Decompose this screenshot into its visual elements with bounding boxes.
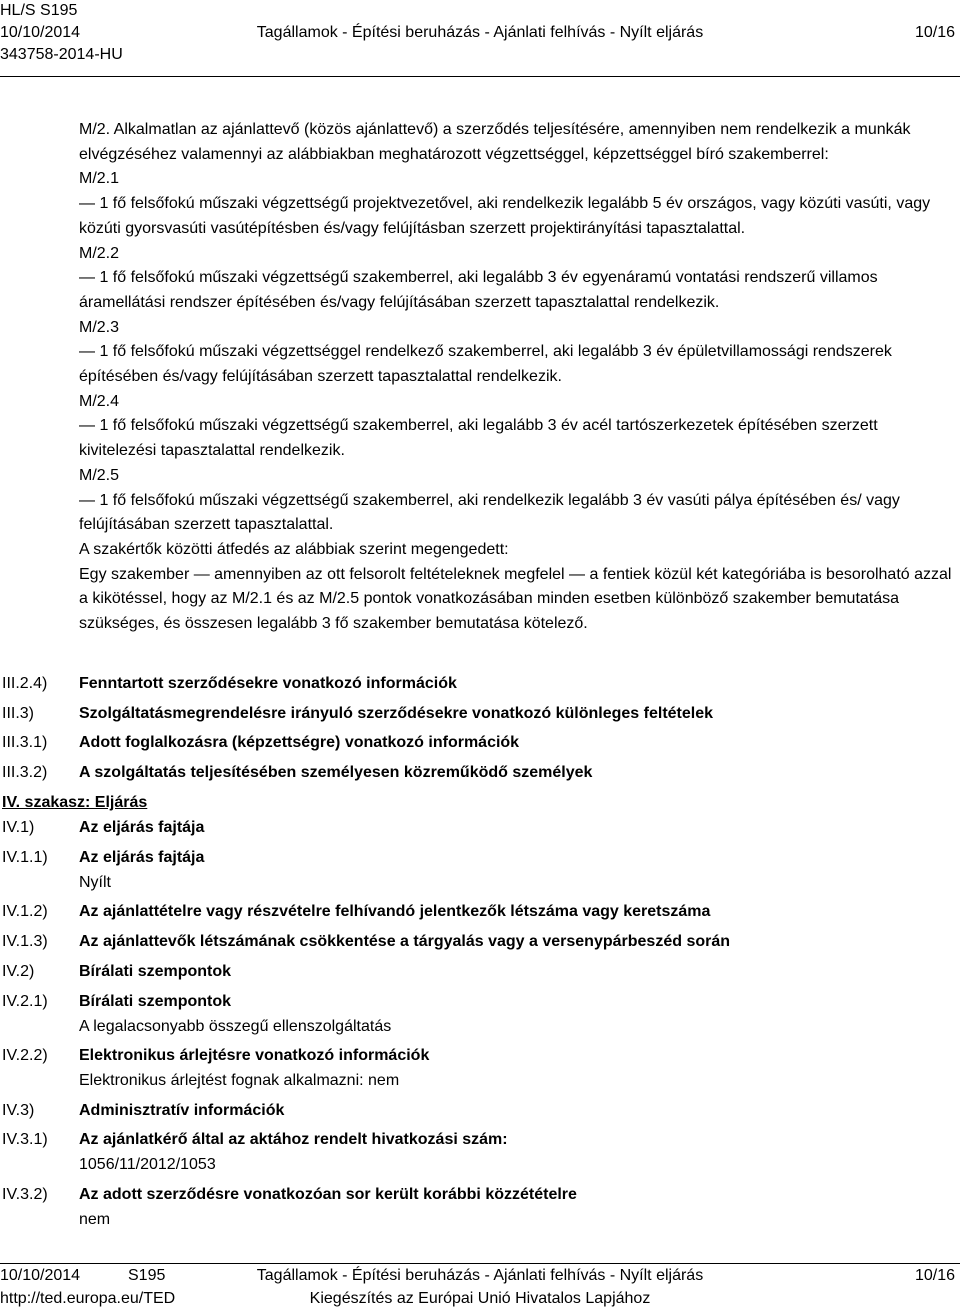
m24-text: — 1 fő felsőfokú műszaki végzettségű szakemberrel, aki legalább 3 év acél tartószerkezetek építésében szerzett kivitelezési tapasztalattal rendelkezik. xyxy=(79,417,878,460)
m21-text: — 1 fő felsőfokú műszaki végzettségű projektvezetővel, aki rendelkezik legalább 5 év országos, vagy közúti vasúti, vagy közúti gyorsvasúti vasútépítésben és/vagy felújításban szerzett projektirányítási tapasztalattal. xyxy=(79,195,931,237)
header-title: Tagállamok - Építési beruházás - Ajánlati felhívás - Nyílt eljárás xyxy=(256,24,704,41)
section-label: IV.2.2) xyxy=(2,1047,48,1064)
section-label: III.3.1) xyxy=(2,734,48,751)
footer-date: 10/10/2014 xyxy=(0,1267,81,1284)
section-heading: A szolgáltatás teljesítésében személyesen közreműködő személyek xyxy=(79,764,593,781)
m22-text: — 1 fő felsőfokú műszaki végzettségű szakemberrel, aki legalább 3 év egyenáramú vontatási rendszerű villamos áramellátási rendszer építésében és/vagy felújításában szerzett tapasztalattal rendelkezik. xyxy=(79,269,878,311)
m23-label: M/2.3 xyxy=(79,318,120,336)
section-label: III.2.4) xyxy=(2,675,48,692)
m25-text: — 1 fő felsőfokú műszaki végzettségű szakemberrel, aki rendelkezik legalább 3 év vasúti pálya építésében és/ vagy felújításában szerzett tapasztalattal. xyxy=(79,491,900,534)
section-label: IV.1) xyxy=(2,819,35,836)
section-heading: Szolgáltatásmegrendelésre irányuló szerződésekre vonatkozó különleges feltételek xyxy=(79,705,714,722)
section-label: IV.1.2) xyxy=(2,903,48,920)
m21-label: M/2.1 xyxy=(79,170,120,188)
section-label: IV.2) xyxy=(2,963,35,980)
section-heading: Az adott szerződésre vonatkozóan sor került korábbi közzétételre xyxy=(79,1186,577,1203)
section-label: III.3.2) xyxy=(2,764,48,781)
section-heading: Az eljárás fajtája xyxy=(79,819,205,836)
header-page-number: 10/16 xyxy=(914,24,955,41)
section-heading: Bírálati szempontok xyxy=(79,993,232,1010)
section-label: IV.3.2) xyxy=(2,1186,48,1203)
section-value: Elektronikus árlejtést fognak alkalmazni: nem xyxy=(79,1072,400,1089)
section-heading: Bírálati szempontok xyxy=(79,963,232,980)
section-label: IV.1.3) xyxy=(2,933,48,950)
section-value: 1056/11/2012/1053 xyxy=(79,1156,216,1173)
m22-label: M/2.2 xyxy=(79,244,120,262)
footer-title: Tagállamok - Építési beruházás - Ajánlati felhívás - Nyílt eljárás xyxy=(256,1267,704,1284)
section-heading: Az ajánlattevők létszámának csökkentése a tárgyalás vagy a versenypárbeszéd során xyxy=(79,933,731,950)
section-label: III.3) xyxy=(2,705,35,722)
section-value: nem xyxy=(79,1211,111,1228)
footer-subtitle: Kiegészítés az Európai Unió Hivatalos Lapjához xyxy=(309,1290,651,1307)
m2-intro: M/2. Alkalmatlan az ajánlattevő (közös ajánlattevő) a szerződés teljesítésére, amennyiben nem rendelkezik a munkák elvégzéséhez valamennyi az alábbiakban meghatározott végzettséggel, képzettséggel bíró szakemberrel: xyxy=(79,121,911,163)
section-heading: Az ajánlatkérő által az aktához rendelt hivatkozási szám: xyxy=(79,1131,508,1148)
section-label: IV.3) xyxy=(2,1102,35,1119)
footer-url-link[interactable]: http://ted.europa.eu/TED xyxy=(0,1290,176,1307)
overlap-title: A szakértők közötti átfedés az alábbiak szerint megengedett: xyxy=(79,540,509,558)
m2-requirements xyxy=(79,118,954,637)
footer-series: S195 xyxy=(128,1267,166,1284)
section-value: A legalacsonyabb összegű ellenszolgáltatás xyxy=(79,1018,392,1035)
footer-page-number: 10/16 xyxy=(914,1267,955,1284)
header-notice-number: 343758-2014-HU xyxy=(0,46,123,63)
section-heading: Adminisztratív információk xyxy=(79,1102,285,1119)
section-label: IV.2.1) xyxy=(2,993,48,1010)
section-heading: Az eljárás fajtája xyxy=(79,849,205,866)
m23-text: — 1 fő felsőfokú műszaki végzettséggel rendelkező szakemberrel, aki legalább 3 év épületvillamossági rendszerek építésében és/vagy felújításában szerzett tapasztalattal rendelkezik. xyxy=(79,343,892,386)
section-value: Nyílt xyxy=(79,874,111,891)
section-heading: Adott foglalkozásra (képzettségre) vonatkozó információk xyxy=(79,734,520,751)
m24-label: M/2.4 xyxy=(79,392,120,410)
section-label: IV.1.1) xyxy=(2,849,48,866)
section-label: IV.3.1) xyxy=(2,1131,48,1148)
section-heading: Fenntartott szerződésekre vonatkozó információk xyxy=(79,675,457,692)
m25-label: M/2.5 xyxy=(79,466,120,484)
section-heading: Elektronikus árlejtésre vonatkozó információk xyxy=(79,1047,430,1064)
header-doc-id: HL/S S195 xyxy=(0,2,78,19)
section-heading: Az ajánlattételre vagy részvételre felhívandó jelentkezők létszáma vagy keretszáma xyxy=(79,903,711,920)
section-title: IV. szakasz: Eljárás xyxy=(2,794,148,811)
header-date: 10/10/2014 xyxy=(0,24,81,41)
overlap-text: Egy szakember — amennyiben az ott felsorolt feltételeknek megfelel — a fentiek közül két kategóriába is besorolható azzal a kikötéssel, hogy az M/2.1 és az M/2.5 pontok vonatkozásában minden esetben különböző szakember bemutatása szükséges, és összesen legalább 3 fő szakember bemutatása kötelező. xyxy=(79,565,952,633)
header-divider xyxy=(0,76,960,77)
